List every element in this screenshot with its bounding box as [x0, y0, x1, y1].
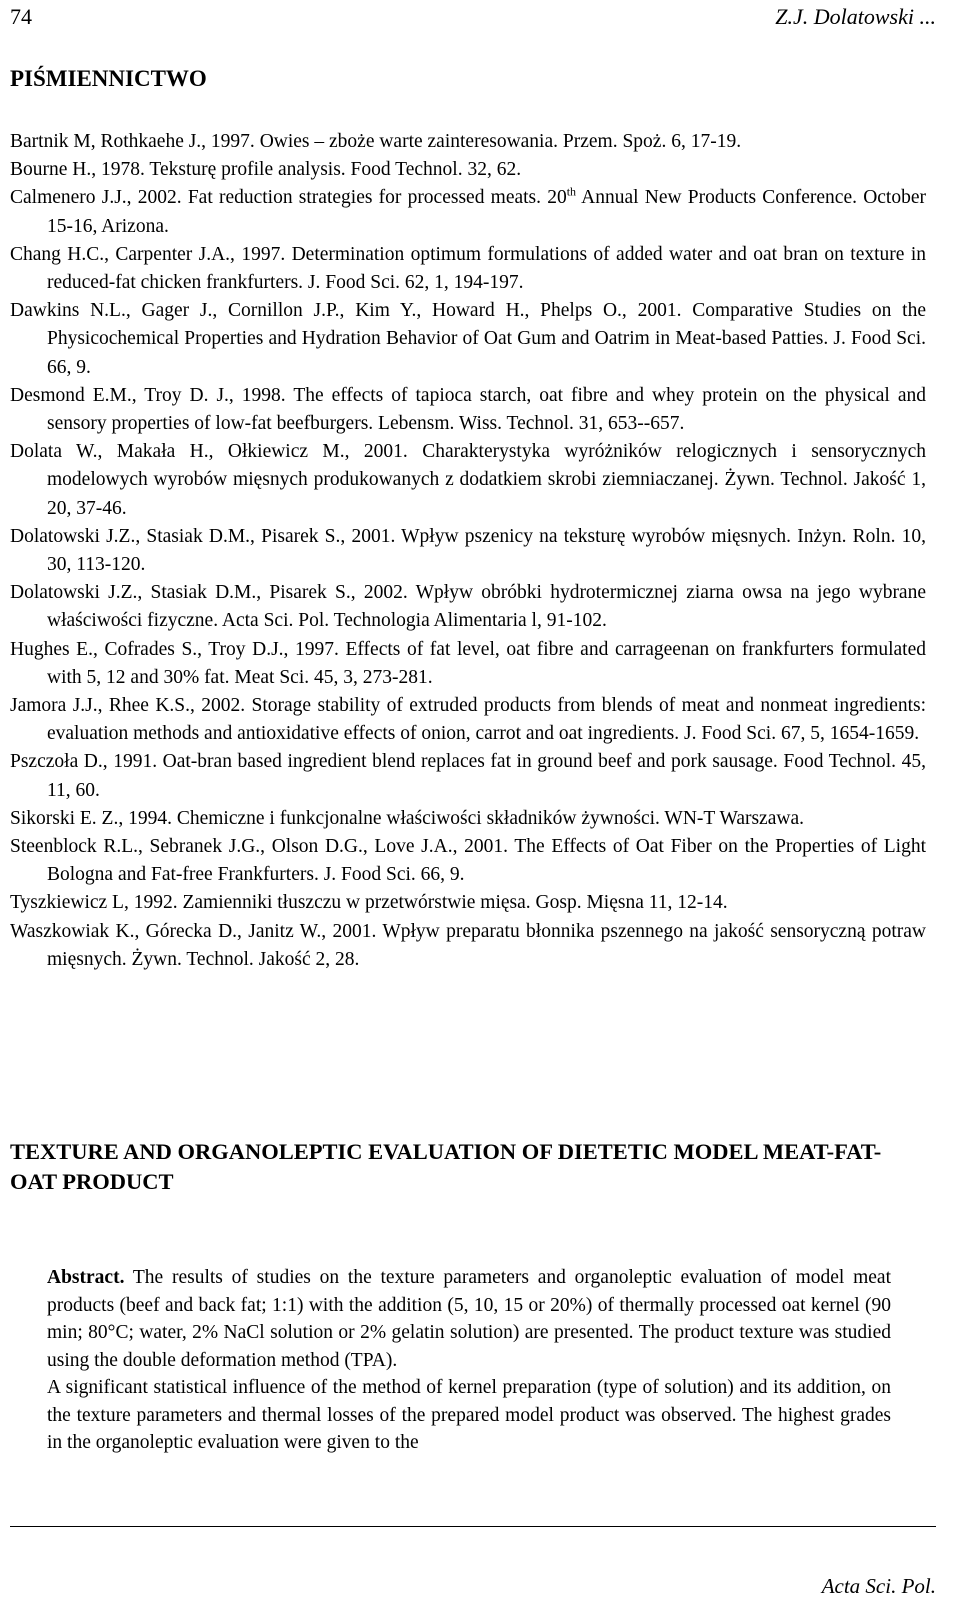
reference-details: Determination optimum formulations of added water and oat bran on texture in reduced-fat chicken frankfurters. J. Food Sci. 62, 1, 194-197. [47, 243, 926, 294]
reference-item [10, 297, 926, 382]
reference-details: Teksturę profile analysis. Food Technol. 32, 62. [144, 159, 522, 181]
reference-item [10, 156, 926, 184]
running-head: Z.J. Dolatowski ... [775, 4, 936, 29]
reference-item [10, 692, 926, 748]
reference-authors: Waszkowiak K., Górecka D., Janitz W., 2001. [10, 920, 377, 942]
reference-item [10, 579, 926, 635]
reference-item [10, 382, 926, 438]
reference-item [10, 128, 926, 156]
article-title: TEXTURE AND ORGANOLEPTIC EVALUATION OF DIETETIC MODEL MEAT-FAT-OAT PRODUCT [10, 1139, 882, 1194]
reference-item [10, 889, 926, 917]
reference-details: Wpływ preparatu błonnika pszennego na jakość sensoryczną potraw mięsnych. Żywn. Technol. Jakość 2, 28. [47, 920, 926, 970]
reference-item [10, 184, 926, 240]
reference-authors: Bartnik M, Rothkaehe J., 1997. [10, 131, 255, 152]
reference-authors: Hughes E., Cofrades S., Troy D.J., 1997. [10, 638, 339, 660]
reference-authors: Dawkins N.L., Gager J., Cornillon J.P., Kim Y., Howard H., Phelps O., 2001. [10, 300, 682, 322]
references-heading: PIŚMIENNICTWO [10, 66, 207, 91]
reference-authors: Chang H.C., Carpenter J.A., 1997. [10, 243, 286, 265]
reference-details-cont: Annual New Products Conference. October 15-16, Arizona. [47, 187, 926, 237]
journal-footer: Acta Sci. Pol. [821, 1574, 936, 1598]
reference-details: The Effects of Oat Fiber on the Properties of Light Bologna and Fat-free Frankfurters. J. Food Sci. 66, 9. [47, 836, 926, 886]
reference-details: Effects of fat level, oat fibre and carrageenan on frankfurters formulated with 5, 12 and 30% fat. Meat Sci. 45, 3, 273-281. [47, 638, 927, 688]
reference-details: Comparative Studies on the Physicochemical Properties and Hydration Behavior of Oat Gum and Oatrim in Meat-based Patties. J. Food Sci. 66, 9. [47, 300, 926, 378]
reference-details: Chemiczne i funkcjonalne właściwości składników żywności. WN-T Warszawa. [171, 807, 804, 829]
abstract [47, 1264, 891, 1457]
reference-authors: Jamora J.J., Rhee K.S., 2002. [10, 695, 246, 717]
abstract-text: The results of studies on the texture parameters and organoleptic evaluation of model meat products (beef and back fat; 1:1) with the addition (5, 10, 15 or 20%) of thermally processed oat kernel (90 min; 80°C; water, 2% NaCl solution or 2% gelatin solution) are presented. The product texture was studied using the double deformation method (TPA). [47, 1267, 891, 1371]
reference-details: Wpływ pszenicy na teksturę wyrobów mięsnych. Inżyn. Roln. 10, 30, 113-120. [47, 525, 926, 576]
reference-authors: Steenblock R.L., Sebranek J.G., Olson D.G., Love J.A., 2001. [10, 836, 509, 858]
reference-item [10, 636, 926, 692]
reference-details: Zamienniki tłuszczu w przetwórstwie mięsa. Gosp. Mięsna 11, 12-14. [177, 892, 728, 914]
reference-details: Charakterystyka wyróżników relogicznych i sensorycznych modelowych wyrobów mięsnych produkowanych z dodatkiem skrobi ziemniaczanej. Żywn. Technol. Jakość 1, 20, 37-46. [47, 441, 926, 519]
abstract-label: Abstract. [47, 1267, 125, 1288]
reference-item [10, 241, 926, 297]
reference-authors: Pszczoła D., 1991. [10, 751, 158, 773]
reference-item [10, 805, 926, 833]
reference-details: Oat-bran based ingredient blend replaces fat in ground beef and pork sausage. Food Technol. 45, 11, 60. [47, 751, 926, 801]
reference-superscript: th [566, 184, 577, 199]
reference-details: The effects of tapioca starch, oat fibre and whey protein on the physical and sensory properties of low-fat beefburgers. Lebensm. Wiss. Technol. 31, 653--657. [47, 384, 926, 435]
abstract-paragraph: A significant statistical influence of the method of kernel preparation (type of solution) and its addition, on the texture parameters and thermal losses of the prepared model product was observed. The highest grades in the organoleptic evaluation were given to the [47, 1377, 891, 1453]
page-header [10, 4, 936, 34]
reference-authors: Calmenero J.J., 2002. [10, 187, 182, 209]
reference-details: Owies – zboże warte zainteresowania. Przem. Spoż. 6, 17-19. [254, 131, 742, 152]
reference-authors: Tyszkiewicz L, 1992. [10, 892, 178, 914]
reference-authors: Desmond E.M., Troy D. J., 1998. [10, 384, 286, 406]
reference-authors: Dolata W., Makała H., Ołkiewicz M., 2001. [10, 441, 408, 463]
reference-details: Fat reduction strategies for processed meats. 20 [181, 187, 567, 209]
reference-item [10, 833, 926, 889]
reference-authors: Bourne H., 1978. [10, 159, 145, 181]
reference-authors: Dolatowski J.Z., Stasiak D.M., Pisarek S., 2001. [10, 525, 396, 547]
reference-item [10, 523, 926, 579]
reference-list [10, 128, 926, 974]
reference-authors: Dolatowski J.Z., Stasiak D.M., Pisarek S., 2002. [10, 582, 408, 604]
abstract-paragraph [47, 1264, 891, 1374]
reference-item [10, 918, 926, 974]
reference-item [10, 748, 926, 804]
reference-authors: Sikorski E. Z., 1994. [10, 807, 172, 829]
reference-item [10, 438, 926, 523]
footer-rule [10, 1526, 936, 1527]
page-number: 74 [10, 4, 32, 29]
reference-details: Wpływ obróbki hydrotermicznej ziarna owsa na jego wybrane właściwości fizyczne. Acta Sci. Pol. Technologia Alimentaria l, 91-102. [47, 582, 926, 632]
reference-details: Storage stability of extruded products from blends of meat and nonmeat ingredients: evaluation methods and antioxidative effects of onion, carrot and oat ingredients. J. Food Sci. 67, 5, 1654-1659. [47, 695, 926, 745]
